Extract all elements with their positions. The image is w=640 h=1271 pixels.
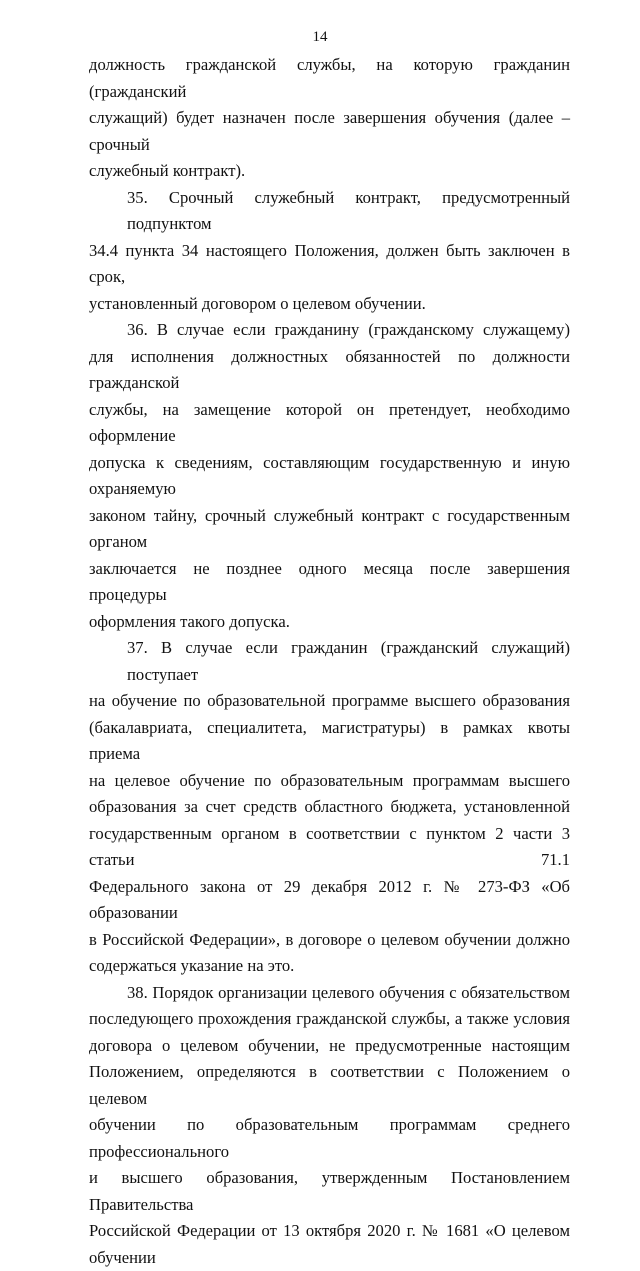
text-line: Российской Федерации от 13 октября 2020 г. № 1681 «О целевом обучении (89, 1218, 570, 1271)
paragraph-37 (89, 635, 570, 980)
paragraph-36 (89, 317, 570, 635)
text-line: 38. Порядок организации целевого обучения с обязательством (89, 980, 570, 1007)
text-line: Федерального закона от 29 декабря 2012 г. № 273-ФЗ «Об образовании (89, 874, 570, 927)
text-line: допуска к сведениям, составляющим государственную и иную охраняемую (89, 450, 570, 503)
text-line: законом тайну, срочный служебный контракт с государственным органом (89, 503, 570, 556)
text-line: должность гражданской службы, на которую гражданин (гражданский (89, 52, 570, 105)
paragraph-35 (89, 185, 570, 318)
text-line: на обучение по образовательной программе высшего образования (89, 688, 570, 715)
text-line: обучении по образовательным программам среднего профессионального (89, 1112, 570, 1165)
text-line: 34.4 пункта 34 настоящего Положения, должен быть заключен в срок, (89, 238, 570, 291)
text-line: служащий) будет назначен после завершения обучения (далее – срочный (89, 105, 570, 158)
text-line: в Российской Федерации», в договоре о целевом обучении должно (89, 927, 570, 954)
text-line: образования за счет средств областного бюджета, установленной (89, 794, 570, 821)
text-line: 36. В случае если гражданину (гражданскому служащему) (89, 317, 570, 344)
text-line: Положением, определяются в соответствии с Положением о целевом (89, 1059, 570, 1112)
text-line: установленный договором о целевом обучении. (89, 291, 570, 318)
text-line: (бакалавриата, специалитета, магистратуры) в рамках квоты приема (89, 715, 570, 768)
page-number: 14 (0, 29, 640, 46)
text-line: содержаться указание на это. (89, 953, 570, 980)
text-line: для исполнения должностных обязанностей по должности гражданской (89, 344, 570, 397)
text-line: и высшего образования, утвержденным Постановлением Правительства (89, 1165, 570, 1218)
text-line: оформления такого допуска. (89, 609, 570, 636)
text-line: заключается не позднее одного месяца после завершения процедуры (89, 556, 570, 609)
text-line: на целевое обучение по образовательным программам высшего (89, 768, 570, 795)
text-line: служебный контракт). (89, 158, 570, 185)
paragraph-continuation (89, 52, 570, 185)
paragraph-38 (89, 980, 570, 1271)
text-line: договора о целевом обучении, не предусмотренные настоящим (89, 1033, 570, 1060)
text-line: 35. Срочный служебный контракт, предусмотренный подпунктом (89, 185, 570, 238)
text-line: последующего прохождения гражданской службы, а также условия (89, 1006, 570, 1033)
document-body (89, 52, 570, 1271)
text-line: службы, на замещение которой он претендует, необходимо оформление (89, 397, 570, 450)
text-line: государственным органом в соответствии с пунктом 2 части 3 статьи 71.1 (89, 821, 570, 874)
text-line: 37. В случае если гражданин (гражданский служащий) поступает (89, 635, 570, 688)
